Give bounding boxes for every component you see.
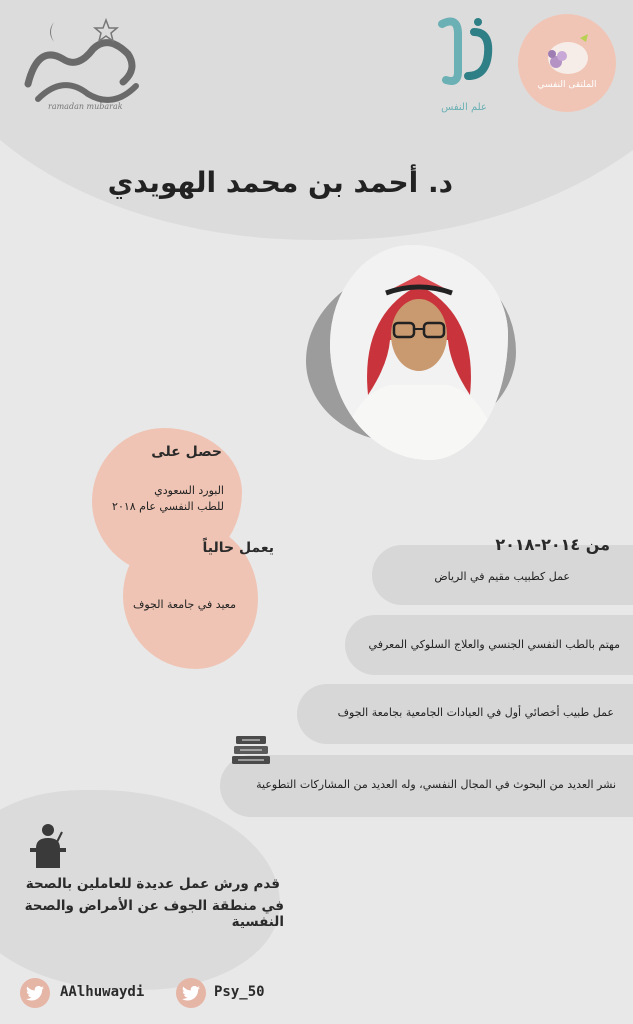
timeline-item-4: نشر العديد من البحوث في المجال النفسي، وله العديد من المشاركات التطوعية — [256, 778, 616, 791]
center-logo-mark-icon — [428, 14, 500, 94]
twitter-handle-1[interactable]: AAlhuwaydi — [60, 984, 145, 1000]
workshops-line1: قدم ورش عمل عديدة للعاملين بالصحة — [25, 876, 280, 892]
twitter-handle-2[interactable]: Psy_50 — [214, 984, 265, 1000]
ramadan-calligraphy-icon — [18, 14, 148, 114]
twitter-icon — [182, 986, 200, 1001]
current-job-value: معيد في جامعة الجوف — [132, 598, 236, 611]
books-icon — [230, 734, 272, 770]
right-logo — [518, 14, 616, 112]
current-job-heading: يعمل حالياً — [202, 540, 274, 556]
certification-line1: البورد السعودي — [154, 484, 224, 497]
timeline-item-1: عمل كطبيب مقيم في الرياض — [434, 570, 570, 583]
timeline-item-2: مهتم بالطب النفسي الجنسي والعلاج السلوكي المعرفي — [368, 638, 620, 651]
timeline-period: من ٢٠١٤-٢٠١٨ — [495, 535, 610, 554]
ramadan-subtitle: ramadan mubarak — [48, 102, 123, 111]
center-logo-caption: علم النفس — [441, 102, 487, 113]
ramadan-logo — [18, 14, 148, 114]
right-logo-caption: الملتقى النفسي — [537, 80, 597, 90]
twitter-icon — [26, 986, 44, 1001]
center-logo — [428, 14, 500, 118]
brain-flower-icon — [540, 32, 596, 82]
lecturer-podium-icon — [26, 822, 70, 874]
workshops-line2: في منطقة الجوف عن الأمراض والصحة النفسية — [24, 898, 284, 930]
timeline-item-3: عمل طبيب أخصائي أول في العيادات الجامعية بجامعة الجوف — [337, 706, 614, 719]
twitter-badge-2[interactable] — [176, 978, 206, 1008]
doctor-name-title: د. أحمد بن محمد الهويدي — [107, 166, 453, 199]
twitter-badge-1[interactable] — [20, 978, 50, 1008]
certification-heading: حصل على — [151, 444, 222, 460]
certification-line2: للطب النفسي عام ٢٠١٨ — [112, 500, 224, 513]
